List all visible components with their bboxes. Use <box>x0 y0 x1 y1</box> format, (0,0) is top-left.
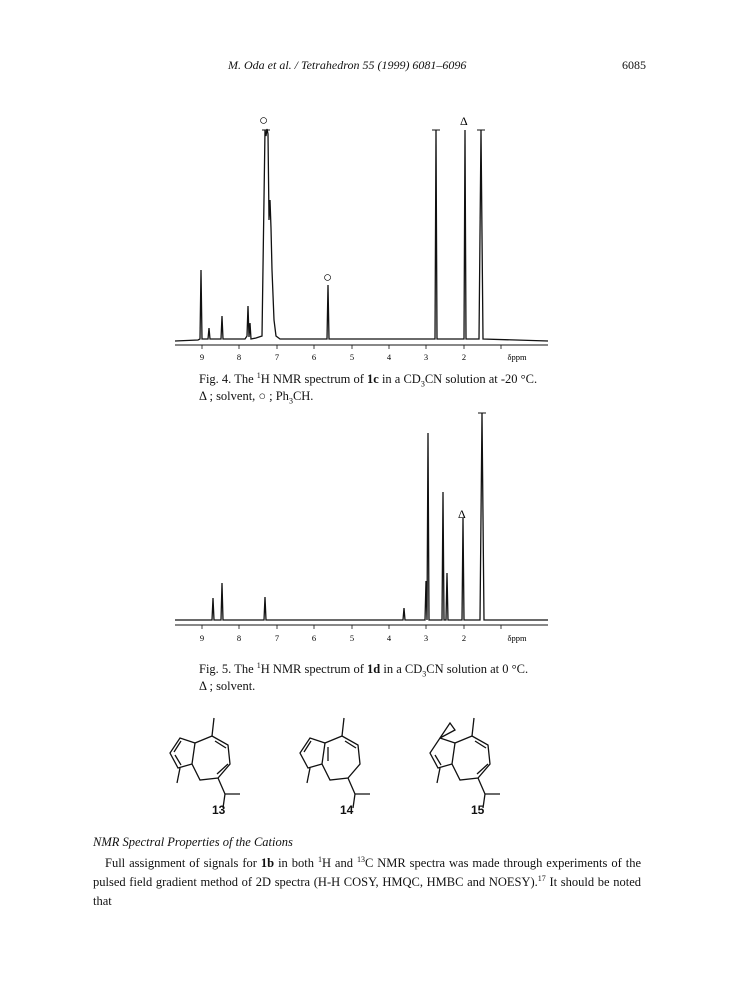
axis-unit-label: δppm <box>507 352 527 362</box>
figure-4-caption: Fig. 4. The $^1$H NMR spectrum of 1c in a $CD_3CN$ solution at -20 °C. Δ ; solvent, ○ ; $Ph_3CH$. <box>199 370 538 406</box>
figure-5-caption: Fig. 5. The $^1$H NMR spectrum of 1d in a $CD_3CN$ solution at 0 °C. Δ ; solvent. <box>199 660 529 693</box>
structure-label-15: 15 <box>471 803 485 817</box>
tick-label: 4 <box>386 352 392 362</box>
tick-label: 2 <box>461 352 467 362</box>
solvent-triangle-marker: Δ <box>458 507 466 521</box>
compound-ref: 1b <box>260 856 275 870</box>
tick-label: 7 <box>274 633 280 643</box>
solvent-triangle-marker: Δ <box>460 114 468 128</box>
page-number: 6085 <box>622 58 646 72</box>
compound-ref: 1d <box>367 662 381 676</box>
figure-4-spectrum <box>172 110 557 365</box>
page-header <box>0 58 731 74</box>
ph3ch-circle-marker: ○ <box>323 270 333 286</box>
x-axis <box>175 625 548 643</box>
tick-label: 5 <box>349 633 355 643</box>
structure-13 <box>170 718 240 808</box>
tick-label: 7 <box>274 352 280 362</box>
structure-15 <box>430 718 500 808</box>
structure-label-14: 14 <box>340 803 354 817</box>
tick-label: 6 <box>311 352 317 362</box>
tick-label: 5 <box>349 352 355 362</box>
tick-label: 3 <box>423 352 429 362</box>
spectrum-trace <box>175 413 548 620</box>
tick-label: 3 <box>423 633 429 643</box>
body-paragraph: Full assignment of signals for 1b in both $^1$H and $^{13}$C NMR spectra was made through experiments of the pulsed field gradient method of 2D spectra (H-H COSY, HMQC, HMBC and NOESY).$^{17}$ It should be noted that <box>93 854 641 908</box>
running-title: M. Oda et al. / Tetrahedron 55 (1999) 6081–6096 <box>228 58 467 72</box>
ph3ch-circle-marker-top: ○ <box>259 113 269 129</box>
tick-label: 4 <box>386 633 392 643</box>
spectrum-trace <box>175 129 548 341</box>
structure-14 <box>300 718 370 808</box>
tick-label: 9 <box>199 633 205 643</box>
tick-label: 8 <box>236 633 242 643</box>
tick-label: 8 <box>236 352 242 362</box>
tick-label: 2 <box>461 633 467 643</box>
section-title: NMR Spectral Properties of the Cations <box>93 835 293 849</box>
tick-label: 9 <box>199 352 205 362</box>
x-axis <box>175 345 548 362</box>
axis-unit-label: δppm <box>507 633 527 643</box>
structure-label-13: 13 <box>212 803 226 817</box>
compound-ref: 1c <box>367 372 379 386</box>
figure-5-spectrum <box>172 405 557 655</box>
tick-label: 6 <box>311 633 317 643</box>
